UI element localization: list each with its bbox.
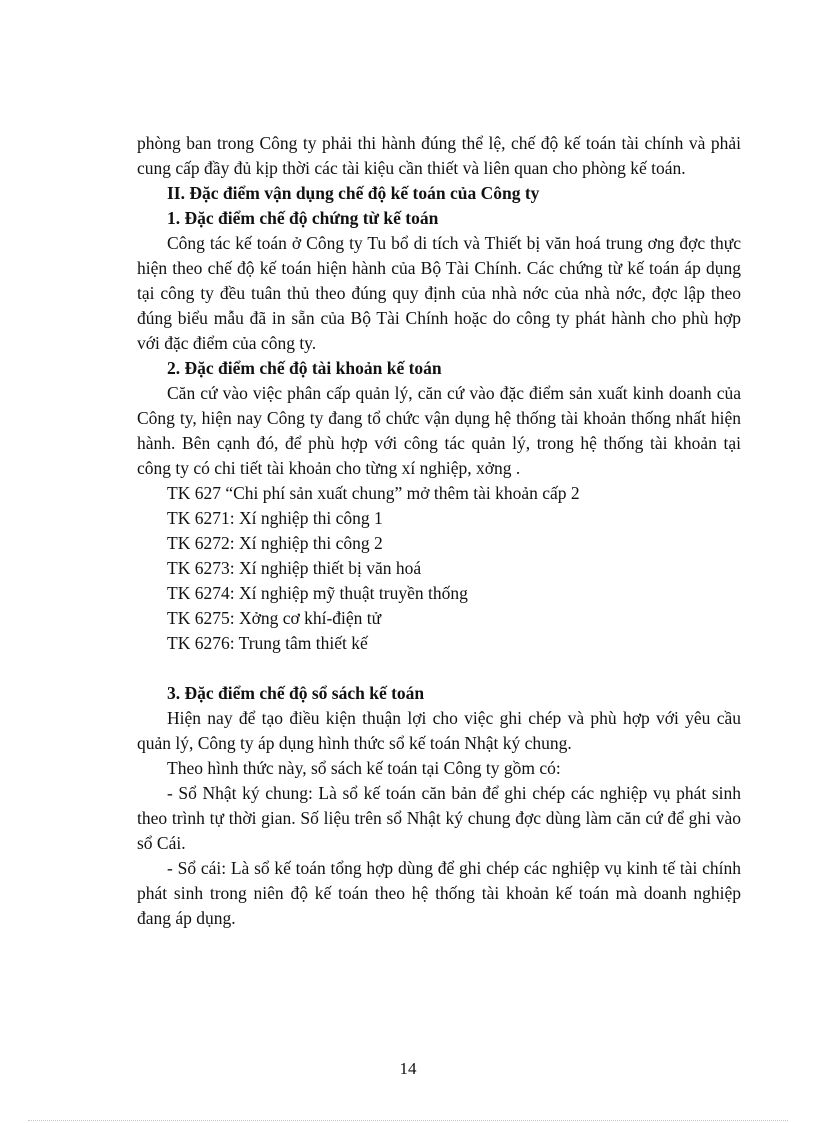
footer-divider (28, 1120, 788, 1121)
account-item: TK 6274: Xí nghiệp mỹ thuật truyền thống (167, 583, 468, 603)
blank-line (137, 656, 741, 681)
subsection-1-body: Công tác kế toán ở Công ty Tu bổ di tích và Thiết bị văn hoá trung ơng đợc thực hiện theo chế độ kế toán hiện hành của Bộ Tài Chính. Các chứng từ kế toán áp dụng tại công ty đều tuân thủ theo đúng quy định của nhà nớc của nhà nớc, đợc lập theo đúng biểu mẫu đã in sẵn của Bộ Tài Chính hoặc do công ty phát hành cho phù hợp với đặc điểm của công ty. (137, 233, 741, 353)
account-list (137, 481, 741, 656)
subsection-2-body: Căn cứ vào việc phân cấp quản lý, căn cứ vào đặc điểm sản xuất kinh doanh của Công ty, hiện nay Công ty đang tổ chức vận dụng hệ thống tài khoản thống nhất hiện hành. Bên cạnh đó, để phù hợp với công tác quản lý, trong hệ thống tài khoản tại công ty có chi tiết tài khoản cho từng xí nghiệp, xởng . (137, 383, 741, 478)
intro-paragraph: phòng ban trong Công ty phải thi hành đúng thể lệ, chế độ kế toán tài chính và phải cung cấp đầy đủ kịp thời các tài kiệu cần thiết và liên quan cho phòng kế toán. (137, 133, 741, 178)
subsection-heading-2: 2. Đặc điểm chế độ tài khoản kế toán (167, 358, 442, 378)
subsection-3-body-1: Hiện nay để tạo điều kiện thuận lợi cho việc ghi chép và phù hợp với yêu cầu quản lý, Công ty áp dụng hình thức sổ kế toán Nhật ký chung. (137, 708, 741, 753)
page-content (137, 131, 741, 931)
account-item: TK 6273: Xí nghiệp thiết bị văn hoá (167, 558, 422, 578)
subsection-3-body-2: Theo hình thức này, sổ sách kế toán tại Công ty gồm có: (167, 758, 561, 778)
account-item: TK 6276: Trung tâm thiết kế (167, 633, 368, 653)
subsection-heading-3: 3. Đặc điểm chế độ sổ sách kế toán (167, 683, 425, 703)
subsection-3-body-4: - Sổ cái: Là sổ kế toán tổng hợp dùng để ghi chép các nghiệp vụ kinh tế tài chính phát sinh trong niên độ kế toán theo hệ thống tài khoản kế toán mà doanh nghiệp đang áp dụng. (137, 858, 741, 928)
page-number: 14 (399, 1059, 417, 1078)
subsection-heading-1: 1. Đặc điểm chế độ chứng từ kế toán (167, 208, 439, 228)
account-item: TK 627 “Chi phí sản xuất chung” mở thêm tài khoản cấp 2 (167, 483, 580, 503)
section-heading: II. Đặc điểm vận dụng chế độ kế toán của Công ty (167, 183, 540, 203)
account-item: TK 6275: Xởng cơ khí-điện tử (167, 608, 382, 628)
subsection-3-body-3: - Sổ Nhật ký chung: Là sổ kế toán căn bản để ghi chép các nghiệp vụ phát sinh theo trình tự thời gian. Số liệu trên sổ Nhật ký chung đợc dùng làm căn cứ để ghi vào sổ Cái. (137, 783, 741, 853)
account-item: TK 6271: Xí nghiệp thi công 1 (167, 508, 383, 528)
account-item: TK 6272: Xí nghiệp thi công 2 (167, 533, 383, 553)
